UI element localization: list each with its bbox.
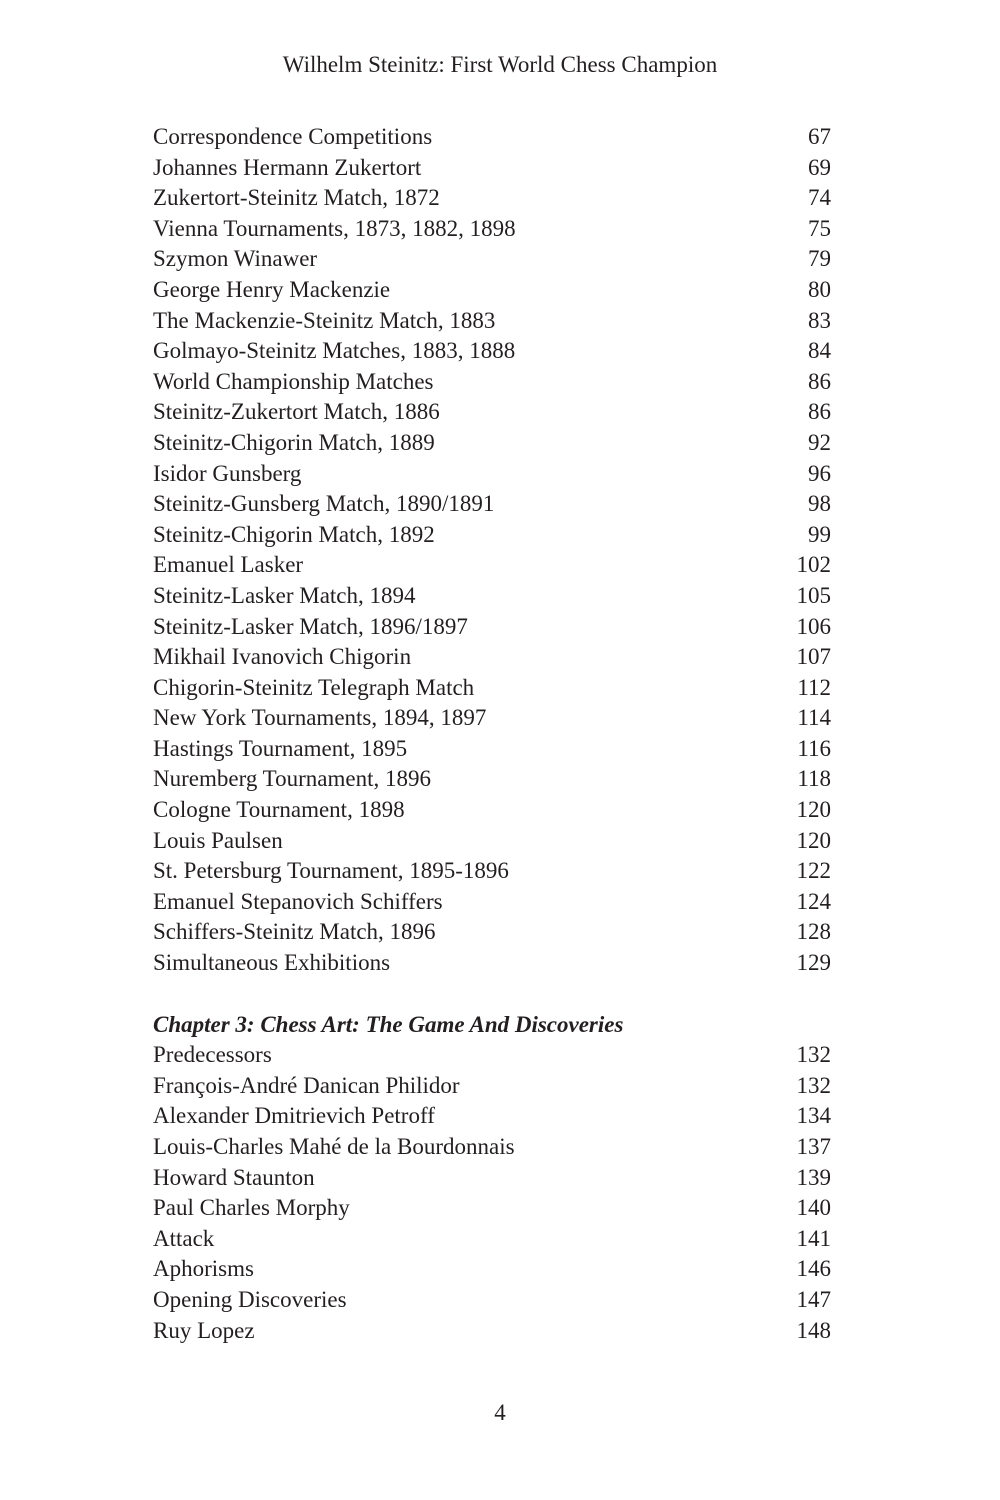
toc-entry-title: Cologne Tournament, 1898 — [153, 797, 405, 823]
toc-entry-page: 86 — [808, 368, 831, 394]
toc-entry-page: 105 — [796, 582, 831, 608]
toc-entry-title: Paul Charles Morphy — [153, 1195, 350, 1221]
toc-entry-title: New York Tournaments, 1894, 1897 — [153, 705, 487, 731]
toc-entry — [153, 306, 831, 337]
toc-entry — [153, 856, 831, 887]
toc-entry-title: World Championship Matches — [153, 368, 434, 394]
toc-entry-title: Isidor Gunsberg — [153, 460, 302, 486]
toc-entry — [153, 1132, 831, 1163]
toc-entry-page: 147 — [796, 1286, 831, 1312]
toc-entry — [153, 244, 831, 275]
toc-entry — [153, 703, 831, 734]
toc-entry — [153, 489, 831, 520]
toc-entry-list — [153, 122, 831, 979]
toc-entry-title: Alexander Dmitrievich Petroff — [153, 1103, 435, 1129]
toc-entry-page: 99 — [808, 521, 831, 547]
toc-entry-title: Steinitz-Chigorin Match, 1889 — [153, 429, 435, 455]
toc-entry-page: 140 — [796, 1195, 831, 1221]
toc-entry-title: Zukertort-Steinitz Match, 1872 — [153, 185, 440, 211]
toc-entry — [153, 428, 831, 459]
toc-entry-title: Steinitz-Chigorin Match, 1892 — [153, 521, 435, 547]
toc-entry-title: Steinitz-Lasker Match, 1894 — [153, 582, 416, 608]
toc-entry — [153, 550, 831, 581]
toc-entry — [153, 1101, 831, 1132]
chapter-entry-list — [153, 1040, 831, 1346]
toc-entry-title: Howard Staunton — [153, 1164, 315, 1190]
toc-entry-page: 148 — [796, 1317, 831, 1343]
toc-entry-page: 129 — [796, 950, 831, 976]
toc-entry-page: 116 — [797, 735, 831, 761]
toc-entry-title: Chigorin-Steinitz Telegraph Match — [153, 674, 475, 700]
toc-entry-page: 146 — [796, 1256, 831, 1282]
toc-entry-page: 98 — [808, 491, 831, 517]
chapter-heading: Chapter 3: Chess Art: The Game And Discoveries — [153, 1011, 624, 1037]
toc-entry-page: 86 — [808, 399, 831, 425]
toc-entry-page: 112 — [797, 674, 831, 700]
toc-entry — [153, 948, 831, 979]
toc-entry — [153, 673, 831, 704]
toc-entry — [153, 581, 831, 612]
toc-entry-page: 79 — [808, 246, 831, 272]
toc-entry — [153, 917, 831, 948]
toc-entry — [153, 1071, 831, 1102]
toc-entry-page: 132 — [796, 1042, 831, 1068]
toc-entry-title: Schiffers-Steinitz Match, 1896 — [153, 919, 436, 945]
toc-entry-title: Vienna Tournaments, 1873, 1882, 1898 — [153, 215, 516, 241]
toc-entry — [153, 642, 831, 673]
toc-entry-title: Attack — [153, 1225, 215, 1251]
toc-entry — [153, 1163, 831, 1194]
toc-entry-page: 80 — [808, 276, 831, 302]
toc-entry-page: 134 — [796, 1103, 831, 1129]
toc-entry-page: 124 — [796, 888, 831, 914]
toc-entry — [153, 1316, 831, 1347]
toc-entry-page: 75 — [808, 215, 831, 241]
toc-entry — [153, 183, 831, 214]
toc-entry-title: Steinitz-Lasker Match, 1896/1897 — [153, 613, 468, 639]
toc-entry-title: Louis Paulsen — [153, 827, 283, 853]
toc-entry-title: François-André Danican Philidor — [153, 1072, 460, 1098]
toc-entry-page: 114 — [797, 705, 831, 731]
toc-entry — [153, 764, 831, 795]
toc-entry-page: 139 — [796, 1164, 831, 1190]
toc-entry — [153, 887, 831, 918]
toc-entry — [153, 397, 831, 428]
toc-entry-page: 102 — [796, 552, 831, 578]
toc-entry-title: St. Petersburg Tournament, 1895-1896 — [153, 858, 509, 884]
toc-entry — [153, 367, 831, 398]
toc-entry — [153, 612, 831, 643]
toc-entry — [153, 153, 831, 184]
toc-entry-title: Mikhail Ivanovich Chigorin — [153, 644, 412, 670]
toc-entry-title: The Mackenzie-Steinitz Match, 1883 — [153, 307, 496, 333]
running-head-title: Wilhelm Steinitz: First World Chess Champion — [282, 52, 718, 77]
toc-entry-page: 107 — [796, 644, 831, 670]
toc-entry-title: Predecessors — [153, 1042, 272, 1068]
toc-entry-title: George Henry Mackenzie — [153, 276, 391, 302]
toc-entry-page: 120 — [796, 827, 831, 853]
toc-entry-title: Emanuel Stepanovich Schiffers — [153, 888, 443, 914]
toc-entry-title: Nuremberg Tournament, 1896 — [153, 766, 431, 792]
toc-entry — [153, 1285, 831, 1316]
toc-entry-page: 120 — [796, 797, 831, 823]
chapter-3-section — [153, 1010, 831, 1347]
toc-entry-title: Steinitz-Zukertort Match, 1886 — [153, 399, 440, 425]
toc-entry — [153, 1254, 831, 1285]
toc-entry-page: 84 — [808, 338, 831, 364]
page-number: 4 — [494, 1400, 506, 1425]
toc-entry-page: 69 — [808, 154, 831, 180]
toc-entry-title: Hastings Tournament, 1895 — [153, 735, 408, 761]
toc-entry-title: Johannes Hermann Zukertort — [153, 154, 422, 180]
toc-entry — [153, 275, 831, 306]
toc-entry-page: 132 — [796, 1072, 831, 1098]
toc-entry — [153, 1040, 831, 1071]
toc-entry-title: Correspondence Competitions — [153, 124, 433, 149]
toc-entry-page: 122 — [796, 858, 831, 884]
toc-entry-page: 137 — [796, 1134, 831, 1159]
toc-entry — [153, 795, 831, 826]
toc-entry-title: Ruy Lopez — [153, 1317, 255, 1343]
toc-entry-page: 141 — [796, 1225, 831, 1251]
toc-entry-title: Szymon Winawer — [153, 246, 318, 272]
toc-entry-title: Aphorisms — [153, 1256, 254, 1282]
toc-entry-page: 128 — [796, 919, 831, 945]
toc-entry — [153, 520, 831, 551]
toc-entry-title: Opening Discoveries — [153, 1286, 347, 1312]
toc-entry-title: Steinitz-Gunsberg Match, 1890/1891 — [153, 491, 495, 517]
toc-entry — [153, 459, 831, 490]
toc-entry-page: 67 — [808, 124, 831, 149]
toc-entry — [153, 214, 831, 245]
toc-entry — [153, 826, 831, 857]
toc-entry-title: Emanuel Lasker — [153, 552, 304, 578]
toc-entry-page: 118 — [797, 766, 831, 792]
toc-entry-page: 74 — [808, 185, 831, 211]
table-of-contents — [153, 122, 831, 1346]
toc-entry — [153, 734, 831, 765]
toc-entry — [153, 336, 831, 367]
toc-entry-title: Simultaneous Exhibitions — [153, 950, 391, 976]
toc-entry-title: Golmayo-Steinitz Matches, 1883, 1888 — [153, 338, 516, 364]
toc-entry-page: 106 — [796, 613, 831, 639]
toc-entry — [153, 122, 831, 153]
toc-entry-title: Louis-Charles Mahé de la Bourdonnais — [153, 1134, 515, 1159]
toc-entry-page: 96 — [808, 460, 831, 486]
toc-entry-page: 83 — [808, 307, 831, 333]
toc-entry — [153, 1193, 831, 1224]
toc-entry — [153, 1224, 831, 1255]
toc-entry-page: 92 — [808, 429, 831, 455]
